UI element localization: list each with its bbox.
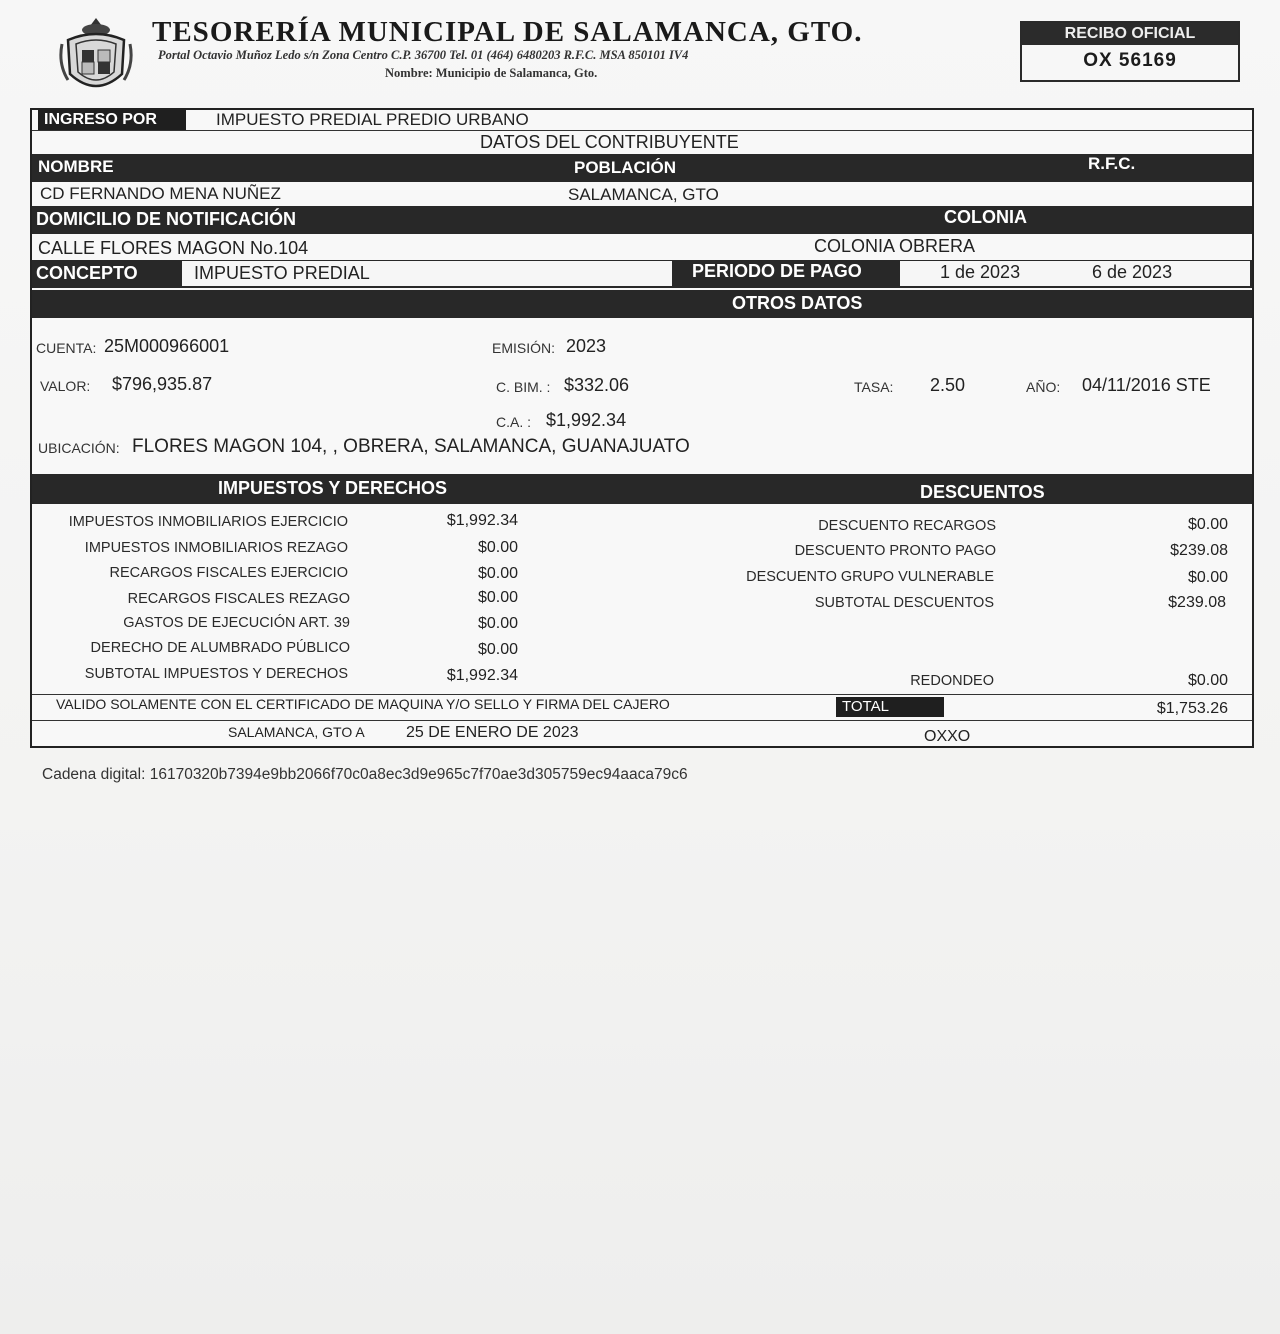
organization-address: Portal Octavio Muñoz Ledo s/n Zona Centro C.P. 36700 Tel. 01 (464) 6480203 R.F.C. MSA 850101 IV4 bbox=[158, 48, 689, 62]
impuesto-row-value: $0.00 bbox=[477, 539, 518, 556]
colonia-value: COLONIA OBRERA bbox=[814, 236, 976, 256]
fecha-value: 25 DE ENERO DE 2023 bbox=[406, 724, 579, 741]
emision-value: 2023 bbox=[566, 336, 607, 356]
concepto-label: CONCEPTO bbox=[36, 263, 138, 283]
poblacion-label: POBLACIÓN bbox=[574, 158, 676, 177]
nombre-value: CD FERNANDO MENA NUÑEZ bbox=[40, 184, 281, 203]
descuento-row-value: $0.00 bbox=[1187, 516, 1228, 533]
nombre-label: NOMBRE bbox=[38, 157, 114, 176]
anio-label: AÑO: bbox=[1026, 379, 1061, 395]
validez-note: VALIDO SOLAMENTE CON EL CERTIFICADO DE MAQUINA Y/O SELLO Y FIRMA DEL CAJERO bbox=[56, 696, 670, 712]
municipal-coat-of-arms-icon bbox=[58, 14, 134, 98]
domicilio-label: DOMICILIO DE NOTIFICACIÓN bbox=[36, 209, 296, 229]
impuestos-title: IMPUESTOS Y DERECHOS bbox=[218, 478, 448, 498]
impuesto-row-label: IMPUESTOS INMOBILIARIOS EJERCICIO bbox=[68, 514, 348, 530]
total-value: $1,753.26 bbox=[1156, 700, 1228, 717]
ubicacion-label: UBICACIÓN: bbox=[38, 440, 120, 456]
otros-datos-title: OTROS DATOS bbox=[732, 293, 863, 313]
divider bbox=[32, 130, 1252, 131]
receipt-box bbox=[1020, 21, 1240, 82]
divider bbox=[32, 694, 1252, 695]
ingreso-value: IMPUESTO PREDIAL PREDIO URBANO bbox=[216, 110, 529, 129]
anio-value: 04/11/2016 STE bbox=[1082, 375, 1211, 395]
concepto-value: IMPUESTO PREDIAL bbox=[194, 263, 370, 283]
header-bar-otros bbox=[32, 290, 1252, 318]
emision-label: EMISIÓN: bbox=[492, 340, 556, 356]
descuento-subtotal-value: $239.08 bbox=[1168, 594, 1226, 611]
impuesto-row-label: GASTOS DE EJECUCIÓN ART. 39 bbox=[123, 615, 350, 631]
periodo-fin: 6 de 2023 bbox=[1092, 262, 1173, 282]
redondeo-label: REDONDEO bbox=[910, 673, 994, 689]
descuento-subtotal-label: SUBTOTAL DESCUENTOS bbox=[814, 595, 994, 611]
impuesto-row-label: RECARGOS FISCALES REZAGO bbox=[127, 591, 350, 607]
descuento-row-label: DESCUENTO GRUPO VULNERABLE bbox=[746, 569, 994, 585]
impuesto-subtotal-label: SUBTOTAL IMPUESTOS Y DERECHOS bbox=[84, 666, 348, 682]
cuenta-value: 25M000966001 bbox=[104, 336, 230, 356]
domicilio-value: CALLE FLORES MAGON No.104 bbox=[38, 238, 309, 258]
impuesto-subtotal-value: $1,992.34 bbox=[446, 667, 518, 684]
section-title-contribuyente: DATOS DEL CONTRIBUYENTE bbox=[480, 132, 739, 152]
descuento-row-label: DESCUENTO RECARGOS bbox=[818, 518, 996, 534]
ingreso-label: INGRESO POR bbox=[38, 110, 186, 130]
organization-title: TESORERÍA MUNICIPAL DE SALAMANCA, GTO. bbox=[152, 16, 863, 48]
descuento-row-value: $0.00 bbox=[1187, 569, 1228, 586]
digital-chain: Cadena digital: 16170320b7394e9bb2066f70c0a8ec3d9e965c7f70ae3d305759ec94aaca79c6 bbox=[42, 766, 688, 783]
impuesto-row-value: $0.00 bbox=[477, 565, 518, 582]
rfc-label: R.F.C. bbox=[1088, 154, 1136, 173]
organization-name: Nombre: Municipio de Salamanca, Gto. bbox=[385, 66, 598, 80]
impuesto-row-value: $0.00 bbox=[477, 641, 518, 658]
ca-label: C.A. : bbox=[496, 414, 532, 430]
redondeo-value: $0.00 bbox=[1187, 672, 1228, 689]
impuesto-row-label: IMPUESTOS INMOBILIARIOS REZAGO bbox=[84, 540, 348, 556]
valor-value: $796,935.87 bbox=[112, 374, 213, 394]
ubicacion-value: FLORES MAGON 104, , OBRERA, SALAMANCA, GUANAJUATO bbox=[132, 436, 690, 457]
header-bar-impuestos bbox=[32, 474, 1252, 504]
descuento-row-label: DESCUENTO PRONTO PAGO bbox=[794, 543, 996, 559]
receipt-label: RECIBO OFICIAL bbox=[1022, 23, 1238, 45]
impuesto-row-value: $0.00 bbox=[477, 615, 518, 632]
impuesto-row-label: DERECHO DE ALUMBRADO PÚBLICO bbox=[90, 640, 350, 656]
total-label: TOTAL bbox=[836, 697, 944, 717]
impuesto-row-label: RECARGOS FISCALES EJERCICIO bbox=[109, 565, 348, 581]
descuentos-title: DESCUENTOS bbox=[920, 482, 1045, 502]
cbim-label: C. BIM. : bbox=[496, 379, 551, 395]
lugar-label: SALAMANCA, GTO A bbox=[228, 724, 365, 740]
ca-value: $1,992.34 bbox=[546, 410, 627, 430]
impuesto-row-value: $0.00 bbox=[477, 589, 518, 606]
impuesto-row-value: $1,992.34 bbox=[446, 512, 518, 529]
tasa-label: TASA: bbox=[854, 379, 894, 395]
tasa-value: 2.50 bbox=[930, 375, 966, 395]
cajero-value: OXXO bbox=[924, 728, 971, 745]
receipt-form bbox=[30, 108, 1254, 748]
periodo-inicio: 1 de 2023 bbox=[940, 262, 1021, 282]
periodo-label: PERIODO DE PAGO bbox=[692, 261, 862, 281]
cbim-value: $332.06 bbox=[564, 375, 630, 395]
cuenta-label: CUENTA: bbox=[36, 340, 97, 356]
poblacion-value: SALAMANCA, GTO bbox=[568, 185, 719, 204]
receipt-number: OX 56169 bbox=[1083, 50, 1177, 71]
valor-label: VALOR: bbox=[40, 378, 91, 394]
colonia-label: COLONIA bbox=[944, 207, 1027, 227]
divider bbox=[32, 720, 1252, 721]
descuento-row-value: $239.08 bbox=[1170, 542, 1228, 559]
